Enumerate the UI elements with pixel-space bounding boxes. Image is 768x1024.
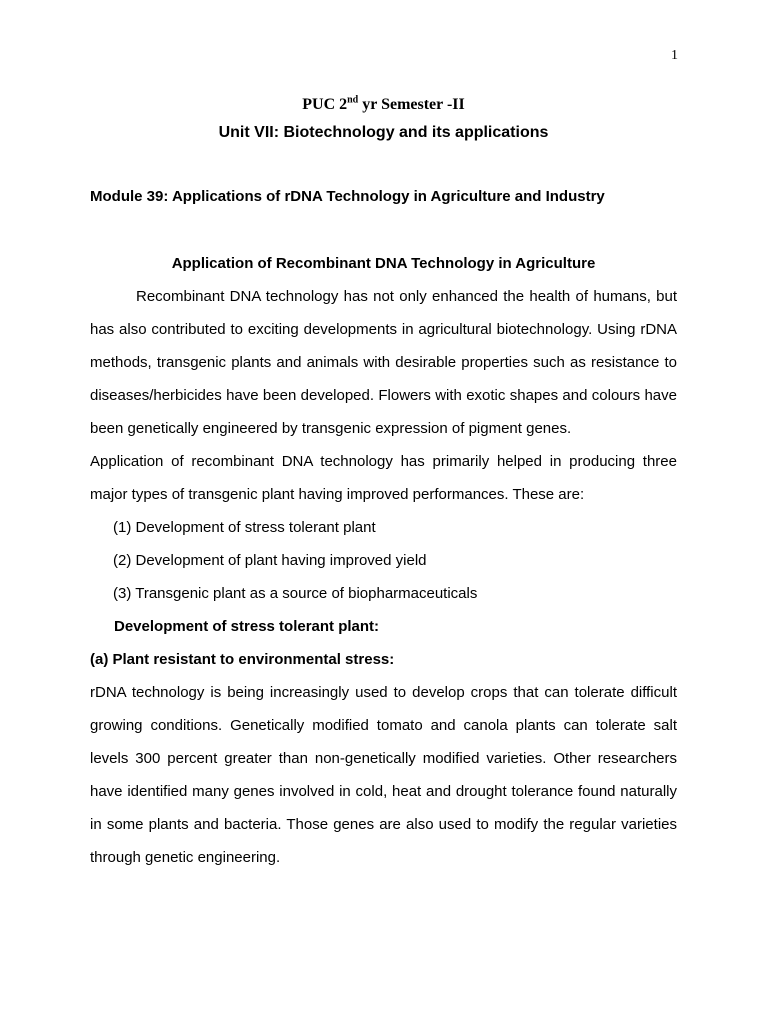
course-superscript: nd [347,94,359,106]
page-number: 1 [671,48,678,63]
course-prefix: PUC 2 [302,96,348,113]
course-title [90,92,677,118]
application-paragraph: Application of recombinant DNA technology has primarily helped in producing three major types of transgenic plant having improved performances. These are: [90,453,677,503]
stress-tolerant-subheading: Development of stress tolerant plant: [114,618,380,635]
section-heading: Application of Recombinant DNA Technology in Agriculture [171,255,596,272]
unit-title: Unit VII: Biotechnology and its applications [218,124,549,141]
list-item: (3) Transgenic plant as a source of biopharmaceuticals [113,585,478,602]
module-heading: Module 39: Applications of rDNA Technology in Agriculture and Industry [90,188,605,205]
list-item: (1) Development of stress tolerant plant [113,519,376,536]
environmental-stress-subheading: (a) Plant resistant to environmental stress: [90,651,395,668]
page-content [90,92,677,874]
course-suffix: yr Semester -II [358,96,465,113]
environmental-paragraph: rDNA technology is being increasingly used to develop crops that can tolerate difficult growing conditions. Genetically modified tomato and canola plants can tolerate salt levels 300 percent greater than non-genetically modified varieties. Other researchers have identified many genes involved in cold, heat and drought tolerance found naturally in some plants and bacteria. Those genes are also used to modify the regular varieties through genetic engineering. [90,684,677,866]
intro-paragraph: Recombinant DNA technology has not only enhanced the health of humans, but has also contributed to exciting developments in agricultural biotechnology. Using rDNA methods, transgenic plants and animals with desirable properties such as resistance to diseases/herbicides have been developed. Flowers with exotic shapes and colours have been genetically engineered by transgenic expression of pigment genes. [90,288,677,437]
transgenic-types-list [90,511,677,610]
list-item: (2) Development of plant having improved yield [113,552,427,569]
